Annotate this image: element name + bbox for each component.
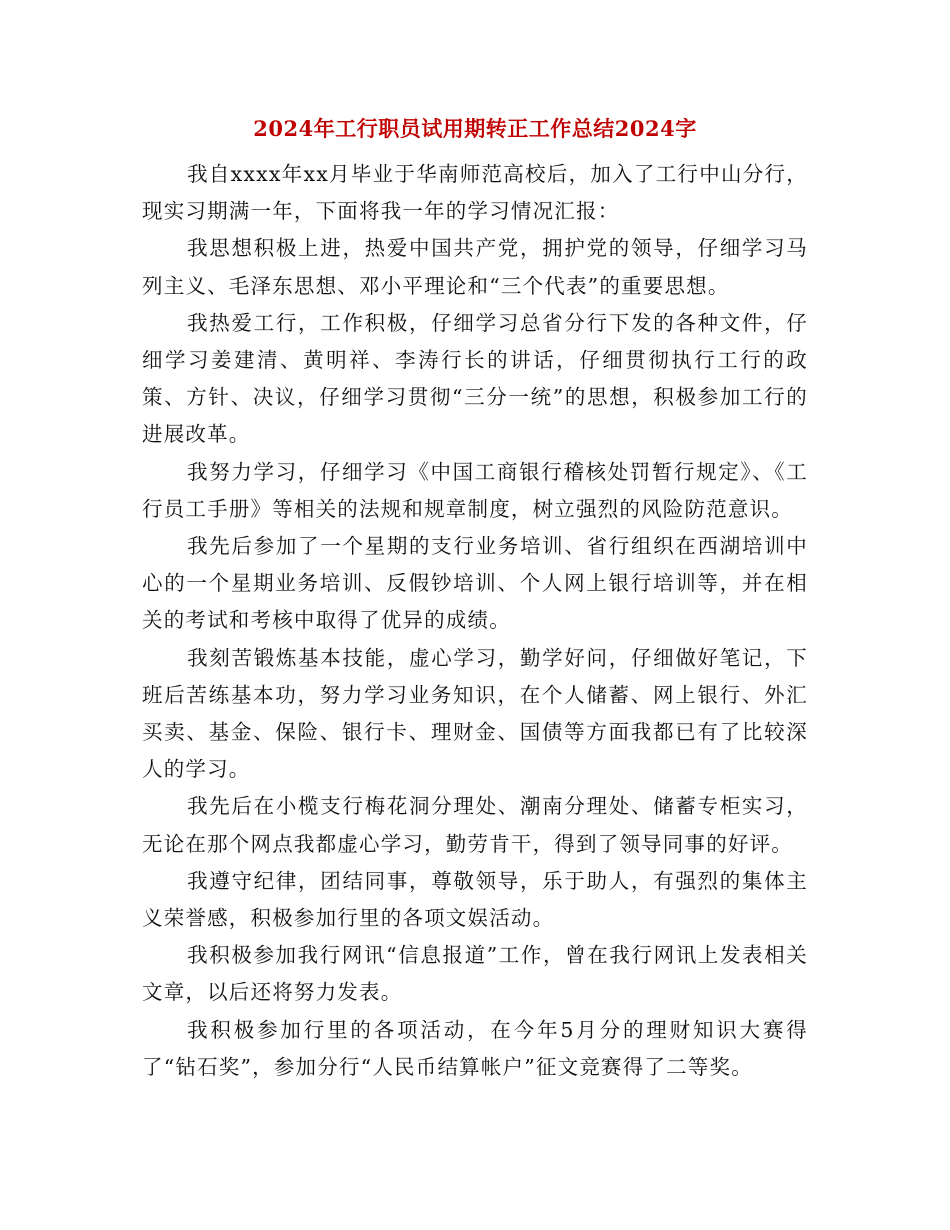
paragraph: 我刻苦锻炼基本技能，虚心学习，勤学好问，仔细做好笔记，下班后苦练基本功，努力学习业务知识，在个人储蓄、网上银行、外汇买卖、基金、保险、银行卡、理财金、国债等方面我都已有了比较深人的学习。 bbox=[142, 645, 808, 782]
document-title: 2024年工行职员试用期转正工作总结2024字 bbox=[253, 116, 697, 141]
paragraph: 我自xxxx年xx月毕业于华南师范高校后，加入了工行中山分行，现实习期满一年，下面将我一年的学习情况汇报： bbox=[142, 162, 808, 224]
paragraph: 我遵守纪律，团结同事，尊敬领导，乐于助人，有强烈的集体主义荣誉感，积极参加行里的各项文娱活动。 bbox=[142, 868, 808, 931]
paragraph: 我积极参加行里的各项活动，在今年5月分的理财知识大赛得了“钻石奖”，参加分行“人民币结算帐户”征文竞赛得了二等奖。 bbox=[142, 1017, 808, 1079]
document-body bbox=[142, 156, 808, 1086]
paragraph: 我先后在小榄支行梅花洞分理处、潮南分理处、储蓄专柜实习，无论在那个网点我都虚心学习，勤劳肯干，得到了领导同事的好评。 bbox=[142, 794, 808, 856]
paragraph: 我努力学习，仔细学习《中国工商银行稽核处罚暂行规定》、《工行员工手册》等相关的法规和规章制度，树立强烈的风险防范意识。 bbox=[142, 459, 808, 521]
paragraph: 我热爱工行，工作积极，仔细学习总省分行下发的各种文件，仔细学习姜建清、黄明祥、李涛行长的讲话，仔细贯彻执行工行的政策、方针、决议，仔细学习贯彻“三分一统”的思想，积极参加工行的进展改革。 bbox=[142, 310, 808, 447]
paragraph: 我积极参加我行网讯“信息报道”工作，曾在我行网讯上发表相关文章，以后还将努力发表。 bbox=[142, 943, 808, 1005]
paragraph: 我先后参加了一个星期的支行业务培训、省行组织在西湖培训中心的一个星期业务培训、反假钞培训、个人网上银行培训等，并在相关的考试和考核中取得了优异的成绩。 bbox=[142, 534, 808, 633]
paragraph: 我思想积极上进，热爱中国共产党，拥护党的领导，仔细学习马列主义、毛泽东思想、邓小平理论和“三个代表”的重要思想。 bbox=[142, 236, 808, 298]
